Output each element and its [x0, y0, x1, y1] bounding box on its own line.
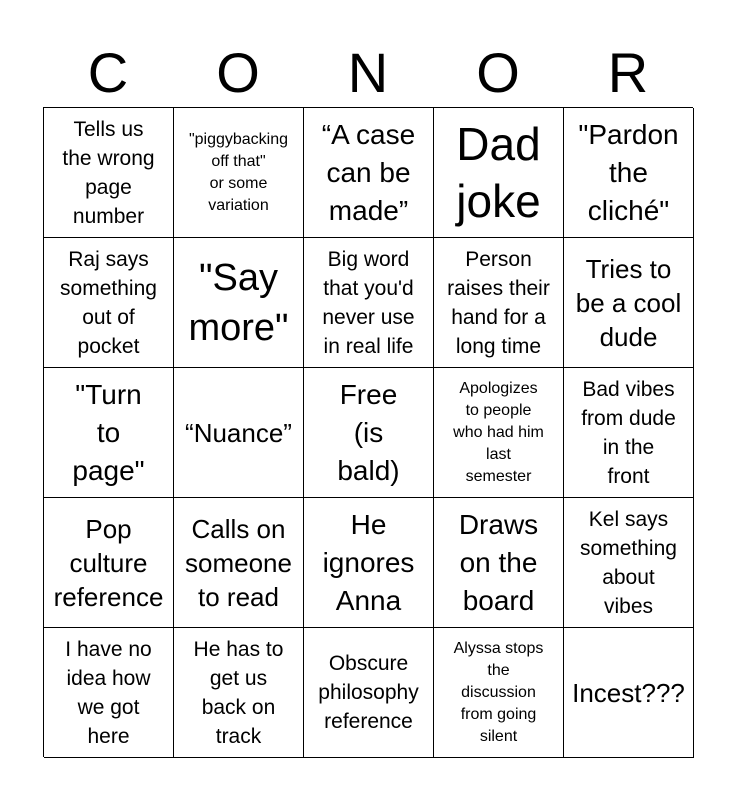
header-letter-o-2: O	[476, 41, 520, 104]
bingo-cell[interactable]	[564, 108, 694, 238]
header-letter-r: R	[607, 41, 649, 104]
cell-text: “A case can be made”	[321, 118, 416, 226]
bingo-cell[interactable]	[434, 108, 564, 238]
cell-text: "Turn to page"	[72, 378, 145, 486]
cell-text: "piggybacking off that" or some variation	[188, 130, 289, 214]
bingo-cell[interactable]	[304, 108, 434, 238]
cell-text: Pop culture reference	[53, 513, 164, 612]
cell-text: "Say more"	[188, 256, 289, 349]
cell-text: "Pardon the cliché"	[578, 118, 679, 226]
cell-text: Person raises their hand for a long time	[447, 247, 550, 358]
bingo-cell[interactable]	[174, 628, 304, 758]
header-letter-c: C	[87, 41, 129, 104]
bingo-cell[interactable]	[44, 238, 174, 368]
bingo-cell[interactable]	[434, 238, 564, 368]
cell-text: Kel says something about vibes	[580, 507, 677, 618]
bingo-cell[interactable]	[564, 628, 694, 758]
cell-text: “Nuance”	[185, 417, 292, 448]
bingo-cell[interactable]	[564, 498, 694, 628]
bingo-cell[interactable]	[304, 628, 434, 758]
bingo-cell[interactable]	[304, 498, 434, 628]
bingo-cell[interactable]	[174, 238, 304, 368]
bingo-cell[interactable]	[434, 628, 564, 758]
bingo-cell[interactable]	[434, 368, 564, 498]
bingo-cell[interactable]	[174, 108, 304, 238]
bingo-cell[interactable]	[304, 238, 434, 368]
bingo-cell[interactable]	[44, 108, 174, 238]
cell-text: Obscure philosophy reference	[318, 652, 419, 733]
bingo-cell[interactable]	[44, 368, 174, 498]
bingo-cell[interactable]	[174, 368, 304, 498]
bingo-cell[interactable]	[304, 368, 434, 498]
cell-text: Alyssa stops the discussion from going silent	[453, 639, 544, 745]
cell-text: Big word that you'd never use in real life	[322, 247, 415, 358]
cell-text: Draws on the board	[458, 508, 539, 616]
cell-text: Bad vibes from dude in the front	[581, 377, 676, 488]
cell-text: Calls on someone to read	[185, 513, 292, 612]
bingo-cell[interactable]	[434, 498, 564, 628]
cell-text: Apologizes to people who had him last semester	[453, 379, 544, 485]
bingo-board	[43, 107, 693, 757]
bingo-cell[interactable]	[174, 498, 304, 628]
cell-text: Incest???	[572, 677, 685, 708]
cell-text: I have no idea how we got here	[65, 637, 152, 748]
cell-text: Raj says something out of pocket	[60, 247, 157, 358]
cell-text: Free (is bald)	[337, 378, 400, 486]
bingo-cell[interactable]	[44, 628, 174, 758]
cell-text: He ignores Anna	[322, 508, 415, 616]
header-letter-n: N	[347, 41, 389, 104]
bingo-header	[43, 40, 693, 106]
bingo-cell[interactable]	[564, 238, 694, 368]
cell-text: Dad joke	[456, 117, 541, 227]
cell-text: Tries to be a cool dude	[575, 253, 682, 352]
cell-text: Tells us the wrong page number	[62, 117, 155, 228]
header-letter-o: O	[216, 41, 260, 104]
bingo-cell[interactable]	[44, 498, 174, 628]
cell-text: He has to get us back on track	[193, 637, 284, 748]
bingo-cell[interactable]	[564, 368, 694, 498]
